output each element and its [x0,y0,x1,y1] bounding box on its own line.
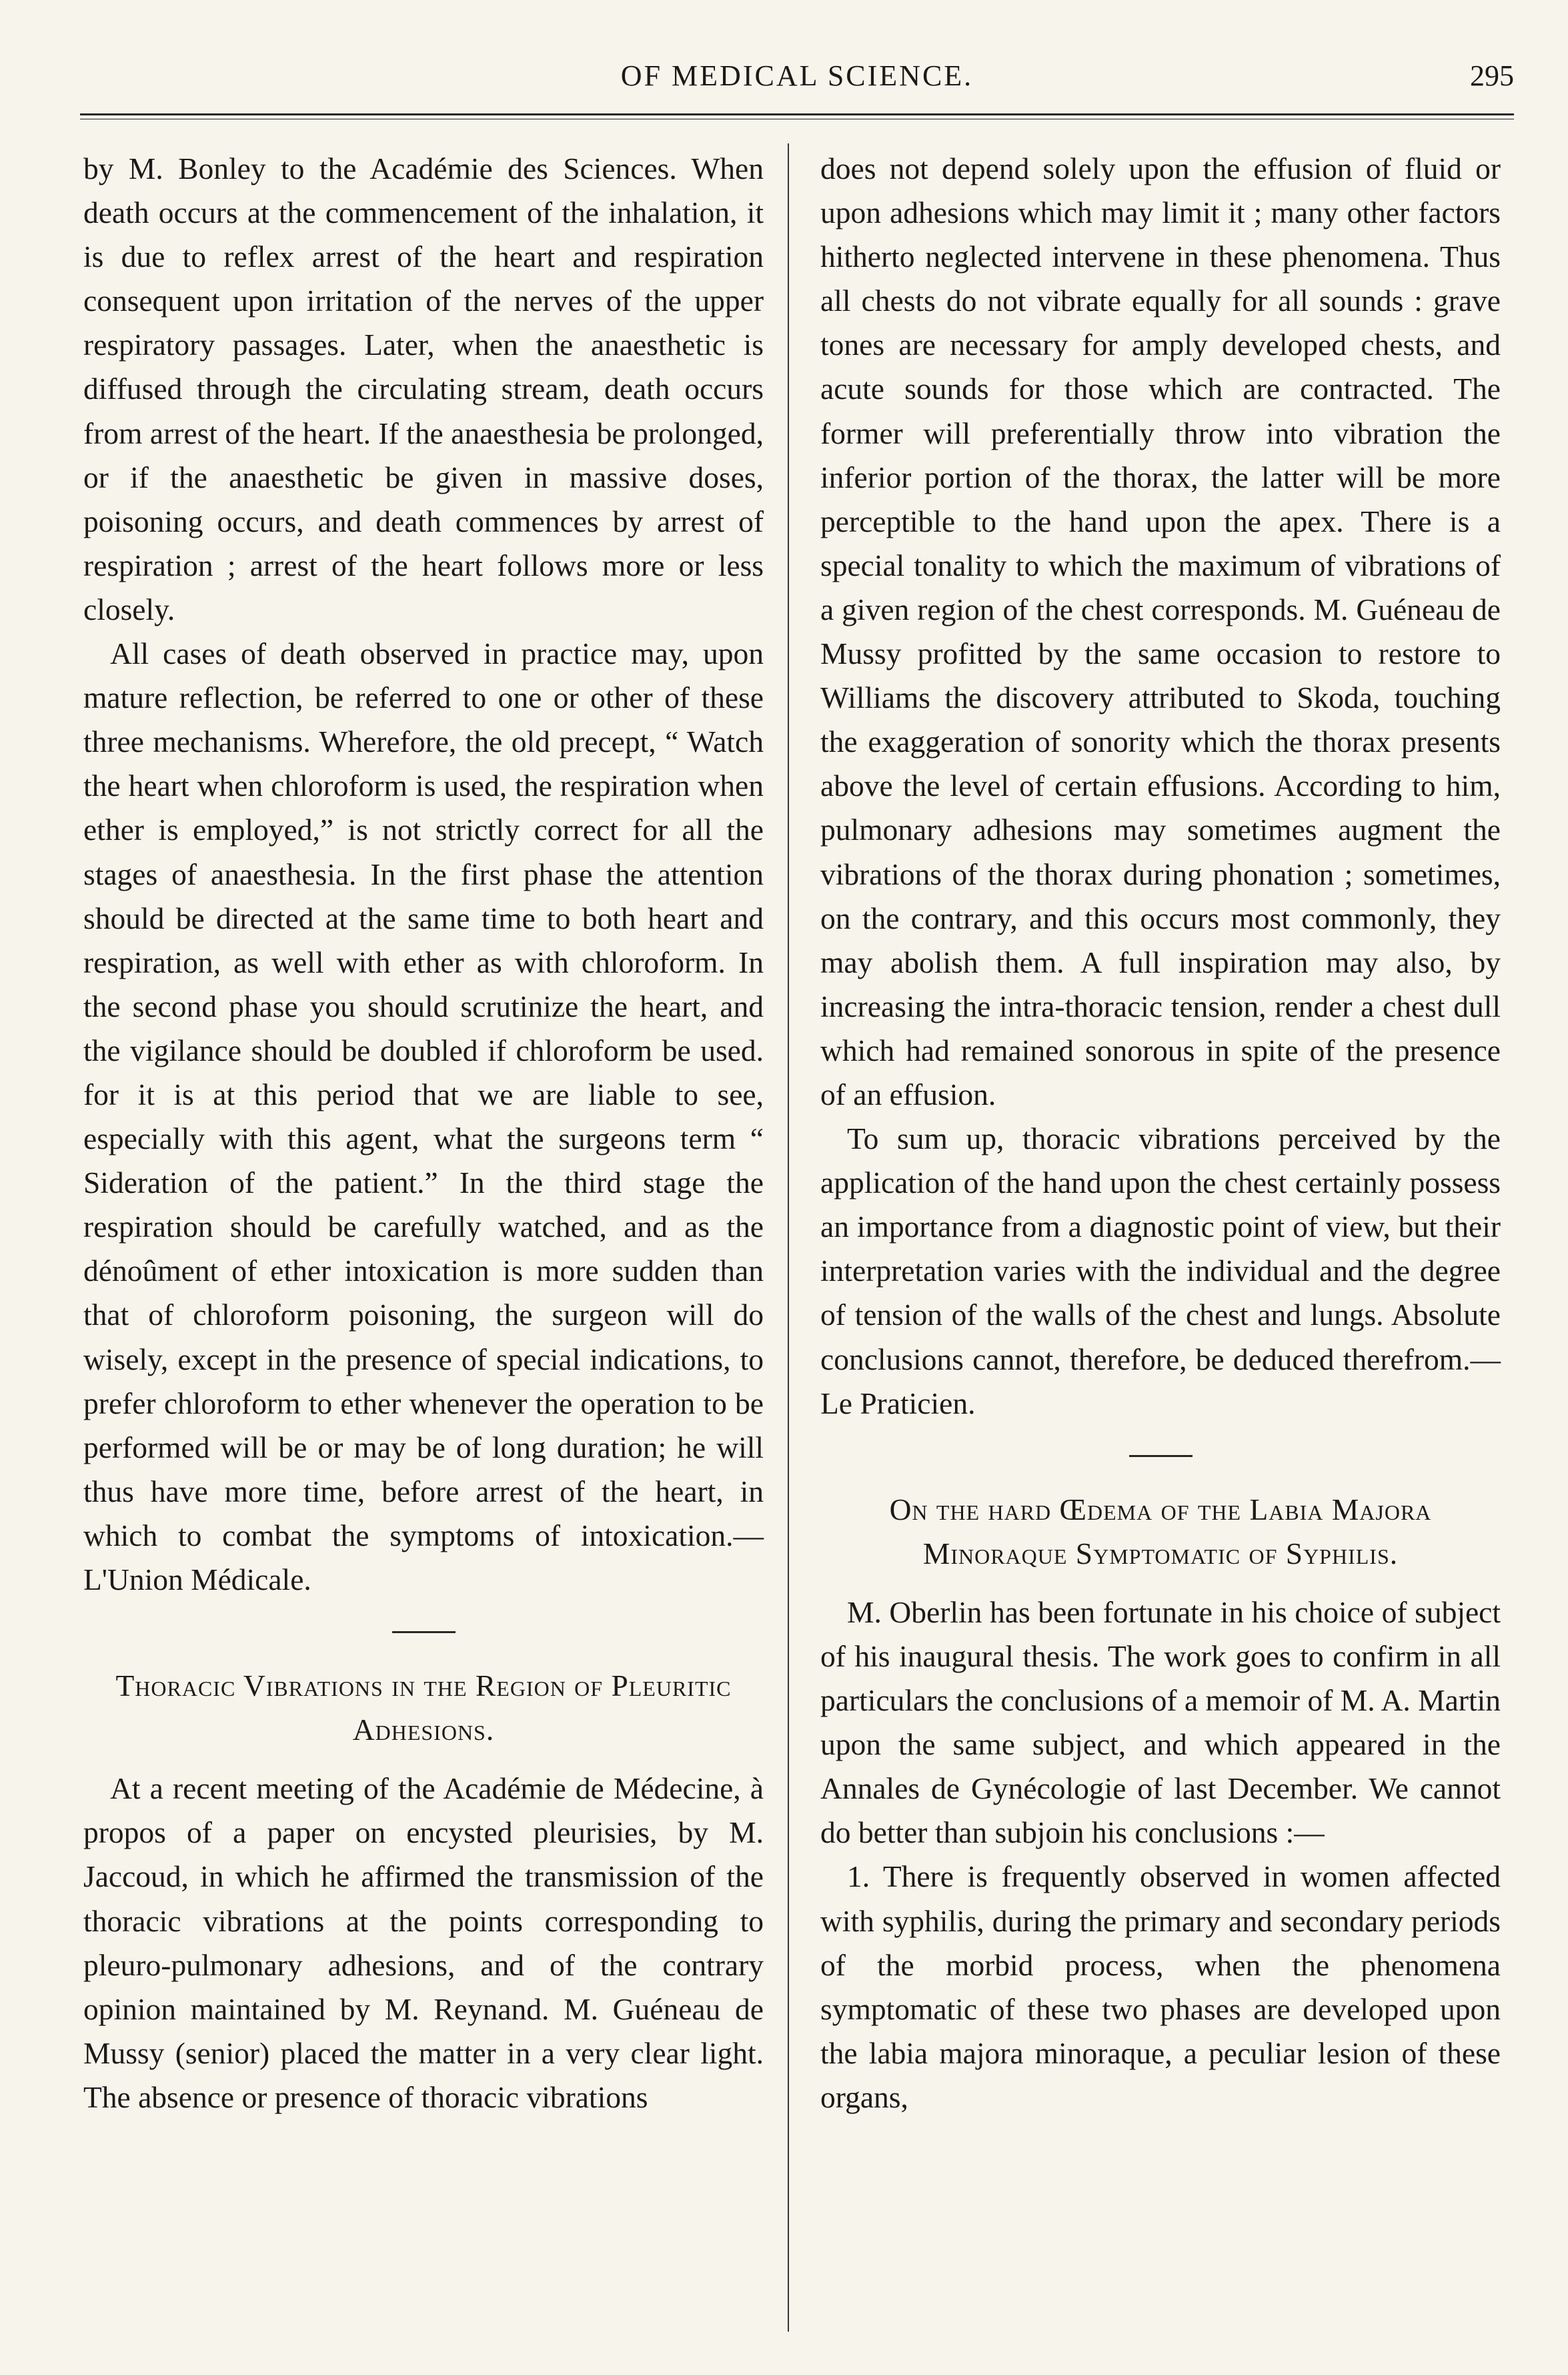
section-heading-thoracic-vibrations: Thoracic Vibrations in the Region of Pleuritic Adhesions. [115,1669,732,1747]
section-divider [392,1631,456,1633]
page-number: 295 [1470,59,1514,92]
right-paragraph-1: does not depend solely upon the effusion of fluid or upon adhesions which may limit it ; many other factors hitherto neglected intervene in these phenomena. Thus all chests do not vibrate equally for all sounds : grave tones are necessary for amply developed chests, and acute sounds for those which are contracted. The former will preferentially throw into vibration the inferior portion of the thorax, the latter will be more perceptible to the hand upon the apex. There is a special tonality to which the maximum of vibrations of a given region of the chest corresponds. M. Guéneau de Mussy profitted by the same occasion to restore to Williams the discovery attributed to Skoda, touching the exaggeration of sonority which the thorax presents above the level of certain effusions. According to him, pulmonary adhesions may sometimes augment the vibrations of the thorax during phonation ; sometimes, on the contrary, and this occurs most commonly, they may abolish them. A full inspiration may also, by increasing the intra-thoracic tension, render a chest dull which had remained sonorous in spite of the presence of an effusion. [820,151,1501,1111]
right-paragraph-3: M. Oberlin has been fortunate in his choice of subject of his inaugural thesis. The work goes to confirm in all particulars the conclusions of a memoir of M. A. Martin upon the same subject, and which appeared in the Annales de Gynécologie of last December. We cannot do better than subjoin his conclusions :— [820,1594,1501,1850]
right-paragraph-4: 1. There is frequently observed in women affected with syphilis, during the primary and secondary periods of the morbid process, when the phenomena symptomatic of these two phases are developed upon the labia majora minoraque, a peculiar lesion of these organs, [820,1859,1501,2114]
left-paragraph-2: All cases of death observed in practice may, upon mature reflection, be referred to one or other of these three mechanisms. Wherefore, the old precept, “ Watch the heart when chloroform is used, the respiration when ether is employed,” is not strictly correct for all the stages of anaesthesia. In the first phase the attention should be directed at the same time to both heart and respiration, as well with ether as with chloroform. In the second phase you should scrutinize the heart, and the vigilance should be doubled if chloroform be used. for it is at this period that we are liable to see, especially with this agent, what the surgeons term “ Sideration of the patient.” In the third stage the respiration should be carefully watched, and as the dénoûment of ether intoxication is more sudden than that of chloroform poisoning, the surgeon will do wisely, except in the presence of special indications, to prefer chloroform to ether whenever the operation to be performed will be or may be of long duration; he will thus have more time, before arrest of the heart, in which to combat the symptoms of intoxication.— L'Union Médicale. [83,636,764,1596]
left-paragraph-1: by M. Bonley to the Académie des Sciences. When death occurs at the commencement of the inhalation, it is due to reflex arrest of the heart and respiration consequent upon irritation of the nerves of the upper respiratory passages. Later, when the anaesthetic is diffused through the circulating stream, death occurs from arrest of the heart. If the anaesthesia be prolonged, or if the anaesthetic be given in massive doses, poisoning occurs, and death commences by arrest of respiration ; arrest of the heart follows more or less closely. [83,151,764,626]
header-rule [80,113,1514,119]
right-paragraph-2: To sum up, thoracic vibrations perceived by the application of the hand upon the chest certainly possess an importance from a diagnostic point of view, but their interpretation varies with the individual and the degree of tension of the walls of the chest and lungs. Absolute conclusions cannot, therefore, be deduced therefrom.—Le Praticien. [820,1121,1501,1420]
running-title: OF MEDICAL SCIENCE. [620,59,974,92]
right-column [820,147,1501,2119]
left-paragraph-3: At a recent meeting of the Académie de Médecine, à propos of a paper on encysted pleurisies, by M. Jaccoud, in which he affirmed the transmission of the thoracic vibrations at the points corresponding to pleuro-pulmonary adhesions, and of the contrary opinion maintained by M. Reynand. M. Guéneau de Mussy (senior) placed the matter in a very clear light. The absence or presence of thoracic vibrations [83,1771,764,2114]
page-header [80,53,1514,100]
column-divider [788,143,789,2332]
section-divider [1129,1455,1193,1457]
left-column [83,147,764,2119]
section-heading-oedema-labia: On the hard Œdema of the Labia Majora Minoraque Symptomatic of Syphilis. [889,1492,1432,1570]
